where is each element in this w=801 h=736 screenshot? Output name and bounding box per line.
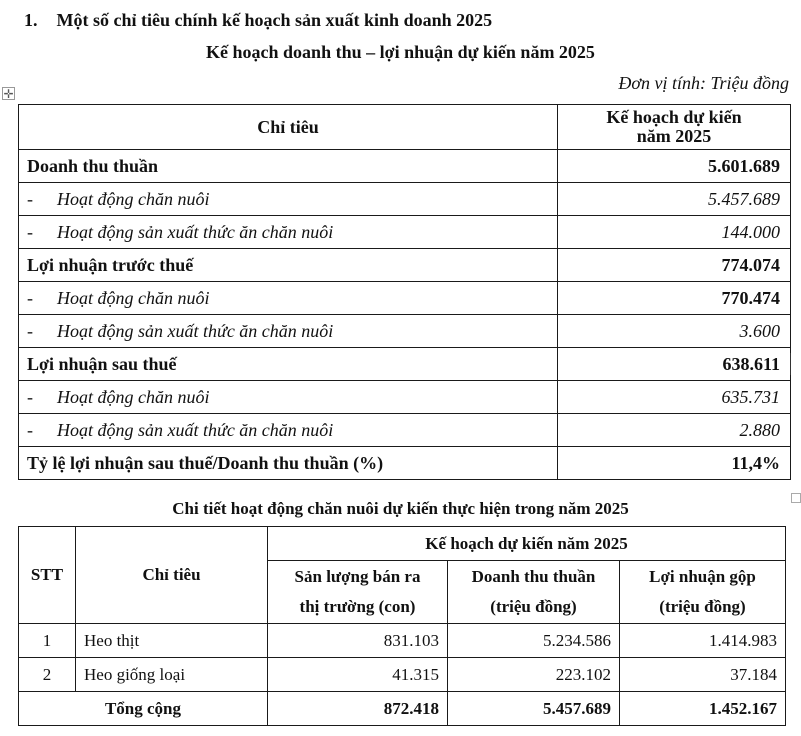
table-row (19, 658, 786, 692)
header-chi-tieu: Chỉ tiêu (19, 105, 558, 150)
row-label: Doanh thu thuần (19, 150, 558, 183)
table-row (19, 348, 791, 381)
row-label: - Hoạt động sản xuất thức ăn chăn nuôi (19, 216, 558, 249)
table-row (19, 315, 791, 348)
total-row (19, 692, 786, 726)
revenue-profit-table (18, 104, 791, 480)
cell-volume: 41.315 (268, 658, 448, 692)
unit-note: Đơn vị tính: Triệu đồng (618, 73, 789, 93)
row-label: - Hoạt động sản xuất thức ăn chăn nuôi (19, 315, 558, 348)
cell-revenue: 5.234.586 (448, 624, 620, 658)
cell-stt: 2 (19, 658, 76, 692)
table-row (19, 249, 791, 282)
row-value: 635.731 (558, 381, 791, 414)
total-profit: 1.452.167 (620, 692, 786, 726)
table-header-row (19, 527, 786, 561)
row-value: 770.474 (558, 282, 791, 315)
table-row (19, 282, 791, 315)
header-stt: STT (19, 527, 76, 624)
header-plan-2025: Kế hoạch dự kiến năm 2025 (558, 105, 791, 150)
row-value: 774.074 (558, 249, 791, 282)
row-label: Lợi nhuận sau thuế (19, 348, 558, 381)
cell-volume: 831.103 (268, 624, 448, 658)
table2-title: Chi tiết hoạt động chăn nuôi dự kiến thực hiện trong năm 2025 (172, 499, 629, 518)
table-row (19, 216, 791, 249)
header-revenue: Doanh thu thuần (triệu đồng) (448, 561, 620, 624)
table-row (19, 381, 791, 414)
livestock-detail-table (18, 526, 786, 726)
table-row (19, 150, 791, 183)
header-chi-tieu: Chỉ tiêu (76, 527, 268, 624)
cell-stt: 1 (19, 624, 76, 658)
table1-title: Kế hoạch doanh thu – lợi nhuận dự kiến năm 2025 (206, 42, 595, 62)
table-row (19, 414, 791, 447)
table-row (19, 624, 786, 658)
row-label: Tỷ lệ lợi nhuận sau thuế/Doanh thu thuần (%) (19, 447, 558, 480)
text-cursor (790, 353, 791, 375)
cell-label: Heo giống loại (76, 658, 268, 692)
row-label: - Hoạt động chăn nuôi (19, 183, 558, 216)
table-row (19, 183, 791, 216)
section-heading (24, 10, 492, 31)
table-row (19, 447, 791, 480)
row-value: 144.000 (558, 216, 791, 249)
row-label: Lợi nhuận trước thuế (19, 249, 558, 282)
row-value: 3.600 (558, 315, 791, 348)
row-label: - Hoạt động chăn nuôi (19, 381, 558, 414)
cell-profit: 1.414.983 (620, 624, 786, 658)
row-value: 5.457.689 (558, 183, 791, 216)
table-header-row (19, 105, 791, 150)
cell-revenue: 223.102 (448, 658, 620, 692)
total-revenue: 5.457.689 (448, 692, 620, 726)
row-value: 11,4% (558, 447, 791, 480)
total-volume: 872.418 (268, 692, 448, 726)
row-value: 5.601.689 (558, 150, 791, 183)
cell-profit: 37.184 (620, 658, 786, 692)
section-number: 1. (24, 10, 38, 30)
header-volume: Sản lượng bán ra thị trường (con) (268, 561, 448, 624)
cell-label: Heo thịt (76, 624, 268, 658)
row-value: 2.880 (558, 414, 791, 447)
header-profit: Lợi nhuận gộp (triệu đồng) (620, 561, 786, 624)
row-label: - Hoạt động sản xuất thức ăn chăn nuôi (19, 414, 558, 447)
row-value: 638.611 (558, 348, 791, 381)
section-title: Một số chỉ tiêu chính kế hoạch sản xuất kinh doanh 2025 (56, 10, 493, 30)
move-cross-icon[interactable]: ✛ (3, 87, 14, 101)
total-label: Tổng cộng (19, 692, 268, 726)
header-group-plan: Kế hoạch dự kiến năm 2025 (268, 527, 786, 561)
row-label: - Hoạt động chăn nuôi (19, 282, 558, 315)
